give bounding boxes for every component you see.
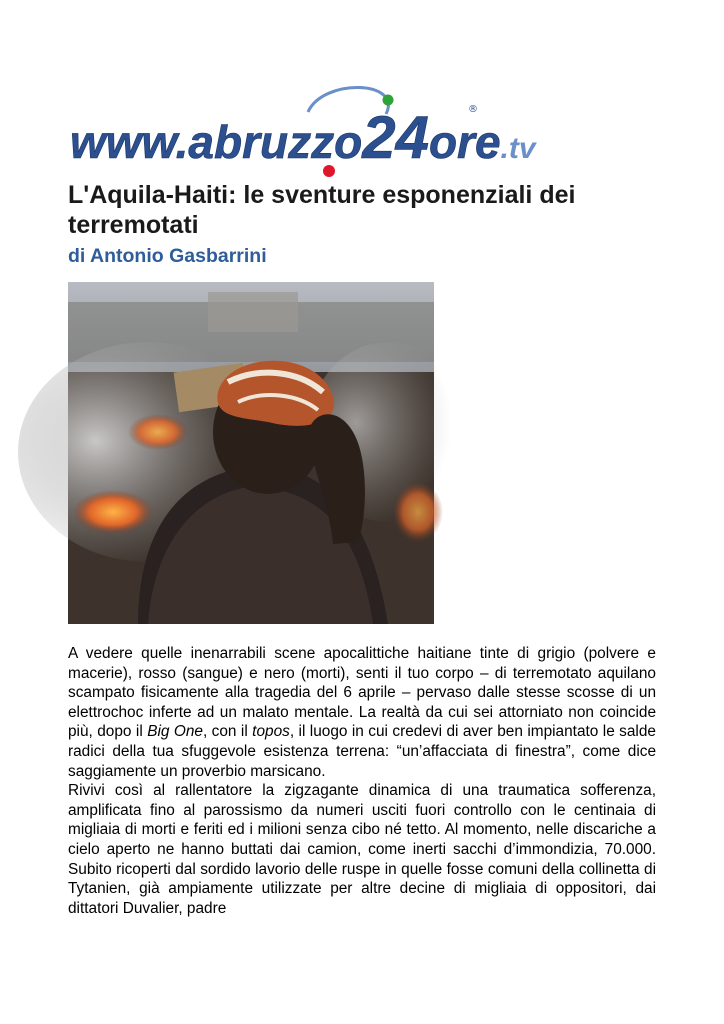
italic-big-one: Big One bbox=[147, 723, 203, 741]
logo-registered-mark: ® bbox=[468, 104, 478, 115]
logo-number: 24 bbox=[362, 104, 429, 171]
paragraph-2: Rivivi così al rallentatore la zigzagante dinamica di una traumatica sofferenza, amplificata fino al parossismo da numeri usciti fuori controllo con le centinaia di migliaia di morti e feriti ed i milioni senza cibo né tetto. Al momento, nelle discariche a cielo aperto ne hanno buttati dai camion, come inerti sacchi d’immondizia, 70.000. Subito ricoperti dal sordido lavorio delle ruspe in quelle fosse comuni della collinetta di Tytanien, già ampiamente utilizzate per altre decine di migliaia di oppositori, dai dittatori Duvalier, padre bbox=[68, 782, 656, 917]
article-title: L'Aquila-Haiti: le sventure esponenziali dei terremotati bbox=[68, 181, 576, 239]
site-logo[interactable] bbox=[68, 82, 536, 178]
article-byline: di Antonio Gasbarrini bbox=[68, 245, 267, 267]
logo-tld: .tv bbox=[500, 132, 536, 165]
paragraph-1: A vedere quelle inenarrabili scene apocalittiche haitiane tinte di grigio (polvere e macerie), rosso (sangue) e nero (morti), senti il tuo corpo – di terremotato aquilano scampato fisicamente alla tragedia del 6 aprile – pervaso dalle stesse scosse di un elettrochoc inferte ad un malato mentale. La realtà da cui sei attorniato non coincide più, dopo il Big One, con il topos, il luogo in cui credevi di aver ben impiantato le salde radici della tua sfuggevole esistenza terrena: “un’affacciata di finestra”, come dice saggiamente un proverbio marsicano. bbox=[68, 645, 656, 780]
article-photo bbox=[68, 282, 434, 624]
italic-topos: topos bbox=[252, 723, 290, 741]
logo-suffix: ore bbox=[428, 116, 501, 168]
article-body bbox=[68, 644, 656, 918]
logo-prefix: www.abruzzo bbox=[70, 116, 363, 168]
